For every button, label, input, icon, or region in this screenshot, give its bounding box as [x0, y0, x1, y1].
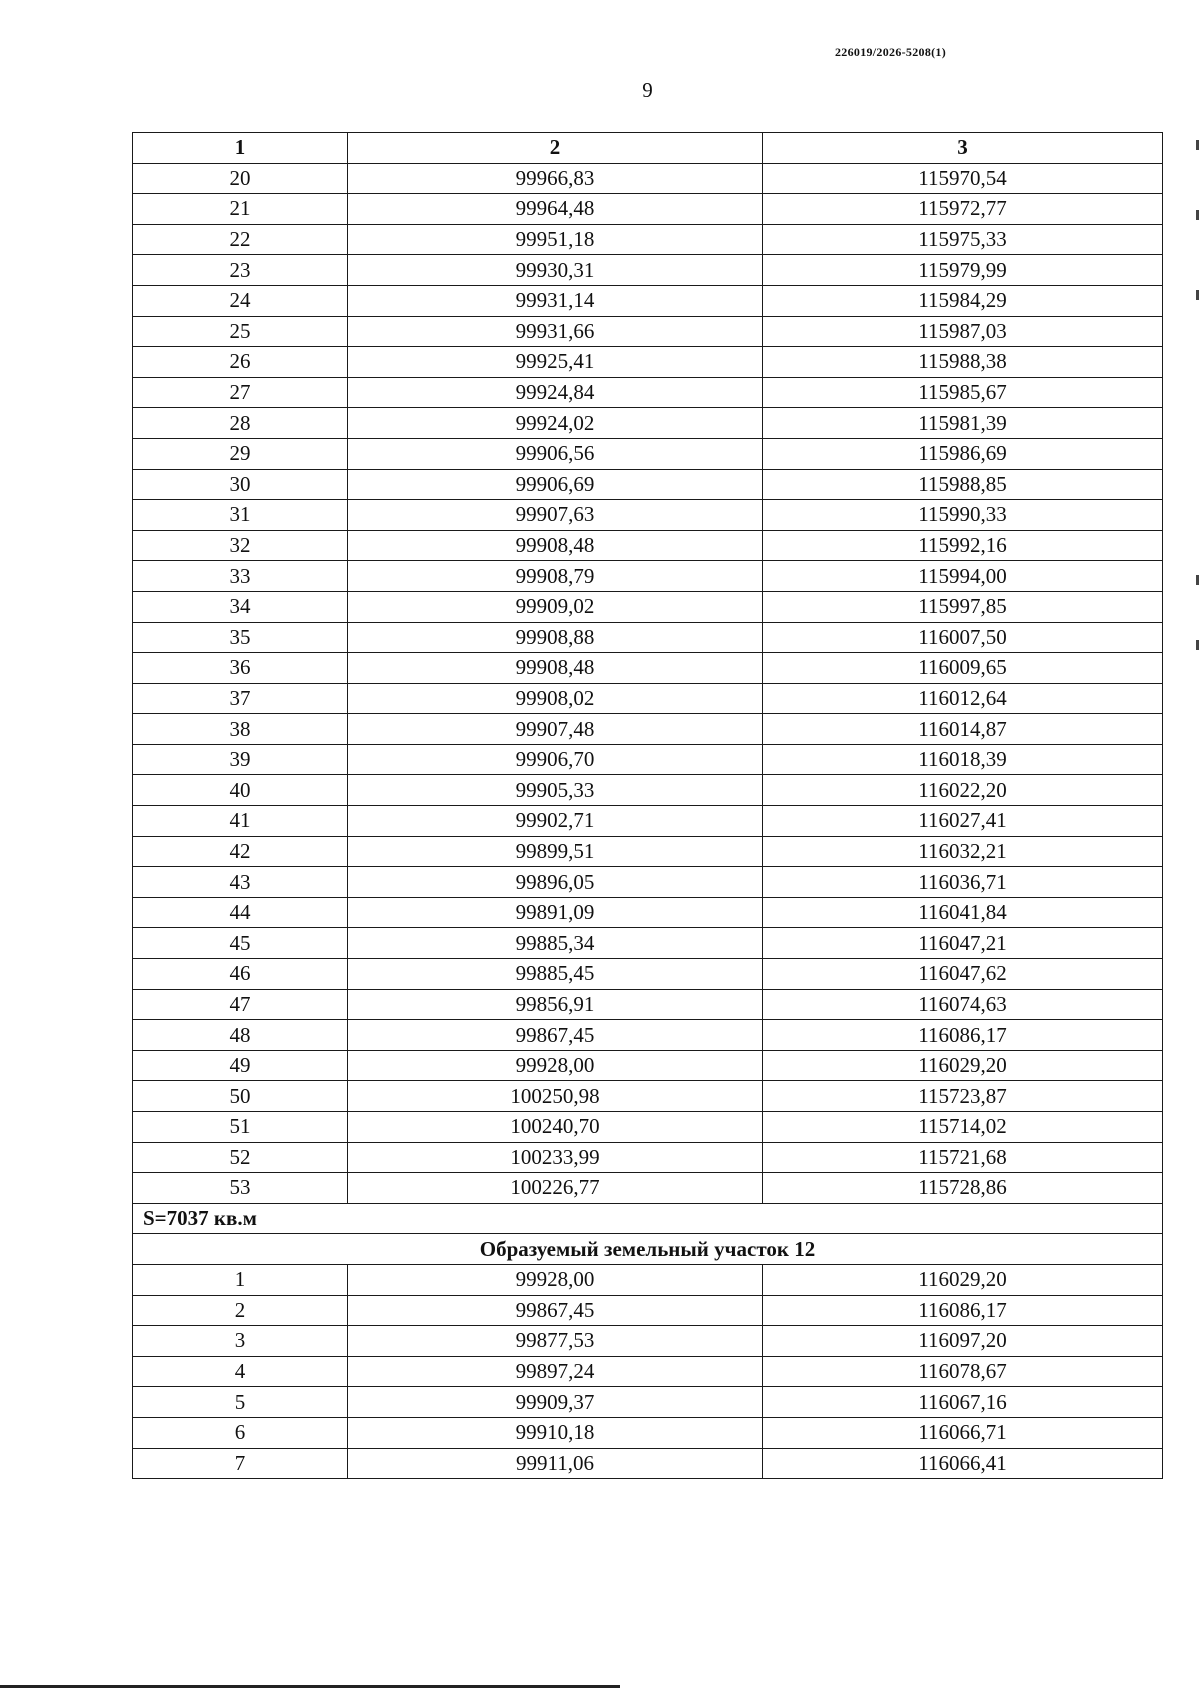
table-row [133, 683, 1163, 714]
table-cell: 115997,85 [763, 591, 1163, 622]
table-cell: 116029,20 [763, 1264, 1163, 1295]
table-row [133, 989, 1163, 1020]
table-cell: 99909,37 [348, 1387, 763, 1418]
table-cell: 26 [133, 347, 348, 378]
table-cell: 115992,16 [763, 530, 1163, 561]
page-number: 9 [642, 78, 653, 102]
table-cell: 23 [133, 255, 348, 286]
table-cell: 115994,00 [763, 561, 1163, 592]
table-row [133, 1050, 1163, 1081]
table-cell: 99896,05 [348, 867, 763, 898]
table-cell: 34 [133, 591, 348, 622]
table-cell: 50 [133, 1081, 348, 1112]
table-cell: 115987,03 [763, 316, 1163, 347]
table-cell: 6 [133, 1417, 348, 1448]
table-cell: 3 [133, 1326, 348, 1357]
table-cell: 32 [133, 530, 348, 561]
section-title-row [133, 1234, 1163, 1265]
scan-edge-mark [1196, 140, 1199, 150]
table-cell: 116066,71 [763, 1417, 1163, 1448]
table-cell: 99931,14 [348, 285, 763, 316]
table-cell: 115979,99 [763, 255, 1163, 286]
table-cell: 115988,38 [763, 347, 1163, 378]
table-cell: 115988,85 [763, 469, 1163, 500]
table-cell: 116078,67 [763, 1356, 1163, 1387]
table-row [133, 347, 1163, 378]
table-cell: 99897,24 [348, 1356, 763, 1387]
area-row [133, 1203, 1163, 1234]
table-cell: 116041,84 [763, 897, 1163, 928]
table-row [133, 744, 1163, 775]
table-cell: 28 [133, 408, 348, 439]
table-cell: 115723,87 [763, 1081, 1163, 1112]
table-cell: 99951,18 [348, 224, 763, 255]
table-row [133, 194, 1163, 225]
table-cell: 30 [133, 469, 348, 500]
column-header: 1 [133, 133, 348, 164]
coordinates-table-body [133, 133, 1163, 1479]
table-cell: 116086,17 [763, 1020, 1163, 1051]
table-cell: 99885,45 [348, 959, 763, 990]
table-row [133, 1142, 1163, 1173]
table-cell: 47 [133, 989, 348, 1020]
table-cell: 116086,17 [763, 1295, 1163, 1326]
table-cell: 42 [133, 836, 348, 867]
table-row [133, 163, 1163, 194]
scan-edge-mark [1196, 210, 1199, 220]
table-row [133, 469, 1163, 500]
table-row [133, 714, 1163, 745]
table-row [133, 1387, 1163, 1418]
table-cell: 116074,63 [763, 989, 1163, 1020]
table-row [133, 836, 1163, 867]
table-cell: 116012,64 [763, 683, 1163, 714]
table-cell: 99906,56 [348, 438, 763, 469]
column-header: 3 [763, 133, 1163, 164]
table-row [133, 316, 1163, 347]
table-cell: 99924,84 [348, 377, 763, 408]
table-cell: 115984,29 [763, 285, 1163, 316]
table-cell: 21 [133, 194, 348, 225]
table-cell: 116047,21 [763, 928, 1163, 959]
table-cell: 99877,53 [348, 1326, 763, 1357]
table-cell: 53 [133, 1173, 348, 1204]
table-cell: 116067,16 [763, 1387, 1163, 1418]
table-cell: 33 [133, 561, 348, 592]
table-cell: 99907,63 [348, 500, 763, 531]
table-cell: 99925,41 [348, 347, 763, 378]
table-cell: 116097,20 [763, 1326, 1163, 1357]
table-cell: 116014,87 [763, 714, 1163, 745]
table-row [133, 285, 1163, 316]
table-cell: 99867,45 [348, 1295, 763, 1326]
table-cell: 99928,00 [348, 1050, 763, 1081]
area-label: S=7037 кв.м [133, 1203, 1163, 1234]
table-cell: 116066,41 [763, 1448, 1163, 1479]
table-cell: 99906,69 [348, 469, 763, 500]
table-cell: 116027,41 [763, 806, 1163, 837]
table-cell: 1 [133, 1264, 348, 1295]
table-cell: 115981,39 [763, 408, 1163, 439]
table-cell: 52 [133, 1142, 348, 1173]
table-cell: 115714,02 [763, 1112, 1163, 1143]
table-row [133, 255, 1163, 286]
table-cell: 99902,71 [348, 806, 763, 837]
table-cell: 46 [133, 959, 348, 990]
table-cell: 99908,48 [348, 653, 763, 684]
table-row [133, 1020, 1163, 1051]
scan-edge-mark [1196, 575, 1199, 585]
table-row [133, 928, 1163, 959]
table-cell: 45 [133, 928, 348, 959]
table-row [133, 897, 1163, 928]
table-cell: 99964,48 [348, 194, 763, 225]
table-cell: 40 [133, 775, 348, 806]
table-cell: 41 [133, 806, 348, 837]
table-cell: 99891,09 [348, 897, 763, 928]
table-row [133, 622, 1163, 653]
table-row [133, 530, 1163, 561]
table-cell: 38 [133, 714, 348, 745]
table-cell: 115970,54 [763, 163, 1163, 194]
table-row [133, 1295, 1163, 1326]
table-cell: 115975,33 [763, 224, 1163, 255]
table-cell: 99856,91 [348, 989, 763, 1020]
table-cell: 115728,86 [763, 1173, 1163, 1204]
table-cell: 99908,88 [348, 622, 763, 653]
table-row [133, 1081, 1163, 1112]
table-row [133, 377, 1163, 408]
table-cell: 99931,66 [348, 316, 763, 347]
table-row [133, 1112, 1163, 1143]
table-header-row [133, 133, 1163, 164]
table-cell: 100250,98 [348, 1081, 763, 1112]
table-row [133, 653, 1163, 684]
column-header: 2 [348, 133, 763, 164]
table-row [133, 561, 1163, 592]
table-row [133, 1356, 1163, 1387]
table-cell: 99908,48 [348, 530, 763, 561]
table-row [133, 1448, 1163, 1479]
table-cell: 99907,48 [348, 714, 763, 745]
table-cell: 116009,65 [763, 653, 1163, 684]
table-cell: 51 [133, 1112, 348, 1143]
table-cell: 27 [133, 377, 348, 408]
table-cell: 29 [133, 438, 348, 469]
table-cell: 116018,39 [763, 744, 1163, 775]
table-cell: 116029,20 [763, 1050, 1163, 1081]
table-cell: 100240,70 [348, 1112, 763, 1143]
table-cell: 99930,31 [348, 255, 763, 286]
table-cell: 43 [133, 867, 348, 898]
table-cell: 115721,68 [763, 1142, 1163, 1173]
table-cell: 99909,02 [348, 591, 763, 622]
table-cell: 25 [133, 316, 348, 347]
table-cell: 116007,50 [763, 622, 1163, 653]
table-cell: 20 [133, 163, 348, 194]
table-cell: 49 [133, 1050, 348, 1081]
table-row [133, 500, 1163, 531]
table-cell: 115986,69 [763, 438, 1163, 469]
table-cell: 48 [133, 1020, 348, 1051]
table-cell: 24 [133, 285, 348, 316]
table-row [133, 806, 1163, 837]
table-cell: 36 [133, 653, 348, 684]
document-id: 226019/2026-5208(1) [835, 45, 947, 59]
scan-bottom-edge [0, 1685, 620, 1688]
table-cell: 99885,34 [348, 928, 763, 959]
table-cell: 2 [133, 1295, 348, 1326]
table-row [133, 1173, 1163, 1204]
table-cell: 116047,62 [763, 959, 1163, 990]
table-cell: 115990,33 [763, 500, 1163, 531]
scan-edge-mark [1196, 290, 1199, 300]
coordinates-table [132, 132, 1163, 1479]
table-cell: 44 [133, 897, 348, 928]
table-row [133, 408, 1163, 439]
table-row [133, 867, 1163, 898]
table-cell: 99924,02 [348, 408, 763, 439]
table-row [133, 438, 1163, 469]
table-cell: 116022,20 [763, 775, 1163, 806]
table-cell: 99910,18 [348, 1417, 763, 1448]
table-row [133, 591, 1163, 622]
table-cell: 39 [133, 744, 348, 775]
table-cell: 99899,51 [348, 836, 763, 867]
table-cell: 100233,99 [348, 1142, 763, 1173]
section-title: Образуемый земельный участок 12 [133, 1234, 1163, 1265]
table-cell: 5 [133, 1387, 348, 1418]
scan-edge-mark [1196, 640, 1199, 650]
table-cell: 4 [133, 1356, 348, 1387]
table-cell: 37 [133, 683, 348, 714]
table-cell: 7 [133, 1448, 348, 1479]
table-row [133, 775, 1163, 806]
table-cell: 115972,77 [763, 194, 1163, 225]
table-row [133, 1326, 1163, 1357]
table-cell: 99906,70 [348, 744, 763, 775]
table-row [133, 224, 1163, 255]
table-cell: 99966,83 [348, 163, 763, 194]
table-row [133, 959, 1163, 990]
table-cell: 115985,67 [763, 377, 1163, 408]
table-cell: 116032,21 [763, 836, 1163, 867]
table-row [133, 1264, 1163, 1295]
table-cell: 22 [133, 224, 348, 255]
table-cell: 99928,00 [348, 1264, 763, 1295]
table-cell: 99908,79 [348, 561, 763, 592]
table-cell: 100226,77 [348, 1173, 763, 1204]
table-cell: 99867,45 [348, 1020, 763, 1051]
table-cell: 35 [133, 622, 348, 653]
table-cell: 99911,06 [348, 1448, 763, 1479]
table-cell: 116036,71 [763, 867, 1163, 898]
table-cell: 31 [133, 500, 348, 531]
table-cell: 99905,33 [348, 775, 763, 806]
table-cell: 99908,02 [348, 683, 763, 714]
table-row [133, 1417, 1163, 1448]
